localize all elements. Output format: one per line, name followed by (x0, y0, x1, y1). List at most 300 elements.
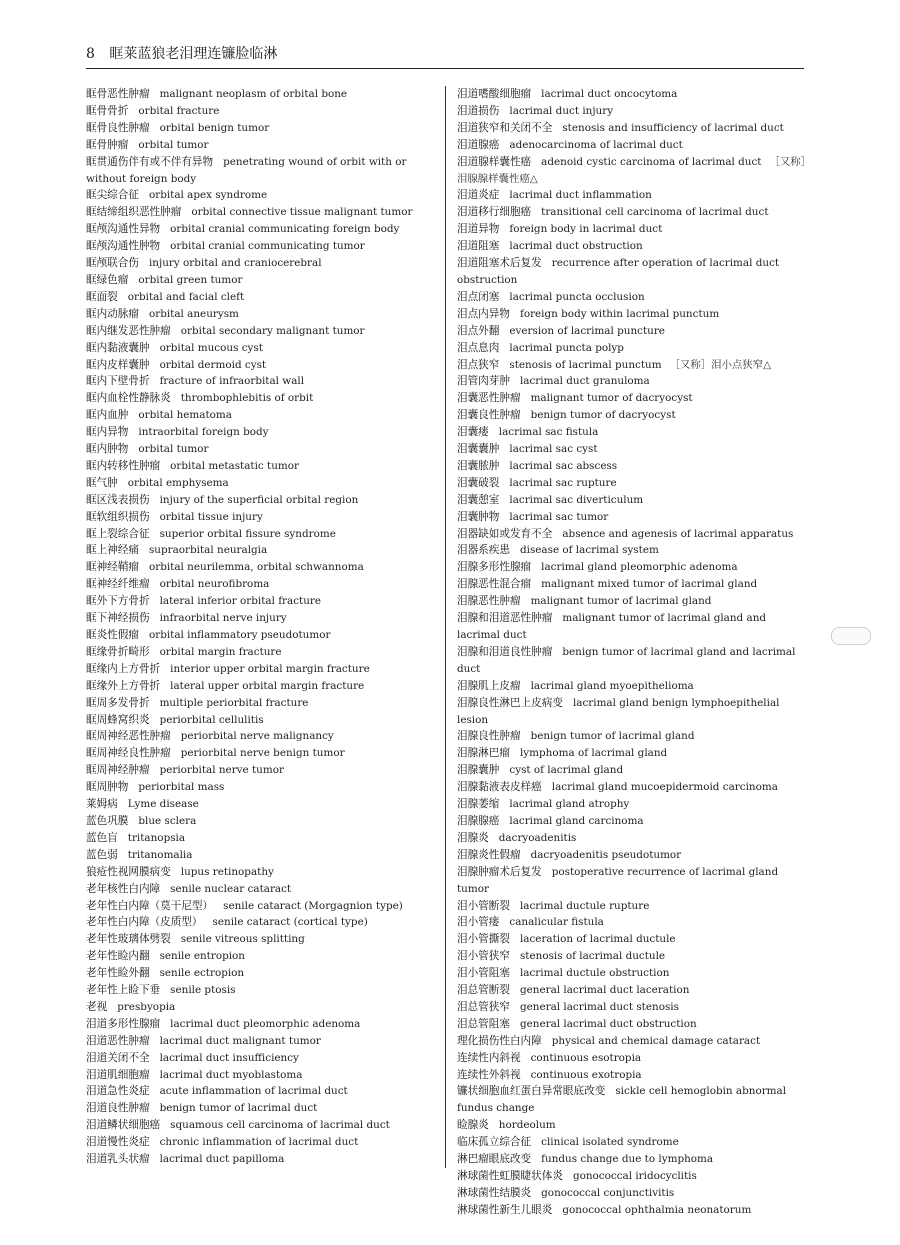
term-english: lacrimal duct papilloma (159, 1153, 285, 1166)
glossary-entry (86, 593, 438, 610)
term-chinese: 眶缘骨折畸形 (86, 645, 150, 658)
term-english: eversion of lacrimal puncture (509, 324, 665, 337)
glossary-entry (457, 813, 807, 830)
term-english: lateral inferior orbital fracture (159, 595, 322, 608)
term-english: clinical isolated syndrome (541, 1136, 679, 1149)
glossary-entry (457, 255, 807, 289)
glossary-entry (457, 154, 807, 188)
term-chinese: 眶颅沟通性肿物 (86, 240, 161, 253)
term-chinese: 蓝色巩膜 (86, 814, 129, 827)
term-chinese: 眶尖综合征 (86, 189, 139, 202)
term-chinese: 泪点狭窄 (457, 358, 500, 371)
term-chinese: 泪点外翻 (457, 324, 500, 337)
term-chinese: 眶颅联合伤 (86, 257, 139, 270)
term-chinese: 泪小管瘘 (457, 916, 500, 929)
term-chinese: 泪腺多形性腺瘤 (457, 561, 532, 574)
glossary-entry (86, 509, 438, 526)
glossary-entry (457, 1117, 807, 1134)
glossary-entry (457, 593, 807, 610)
term-chinese: 泪腺良性淋巴上皮病变 (457, 696, 563, 709)
glossary-entry (457, 492, 807, 509)
glossary-entry (86, 272, 438, 289)
glossary-entry (86, 1033, 438, 1050)
term-chinese: 眶内皮样囊肿 (86, 358, 150, 371)
glossary-entry (86, 492, 438, 509)
term-chinese: 泪腺炎 (457, 831, 489, 844)
term-chinese: 老年性睑内翻 (86, 950, 150, 963)
term-chinese: 泪囊囊肿 (457, 443, 500, 456)
term-english: orbital aneurysm (148, 307, 239, 320)
glossary-entry (86, 1134, 438, 1151)
glossary-entry (86, 1083, 438, 1100)
term-english: periorbital mass (138, 781, 225, 794)
term-chinese: 眶外下方骨折 (86, 595, 150, 608)
term-chinese: 眶缘内上方骨折 (86, 662, 161, 675)
glossary-entry (457, 1151, 807, 1168)
term-english: lacrimal sac cyst (509, 443, 598, 456)
glossary-entry (86, 458, 438, 475)
term-english: penetrating wound of orbit with or without foreign body (86, 155, 407, 185)
term-english: orbital and facial cleft (127, 290, 245, 303)
term-english: thrombophlebitis of orbit (180, 392, 314, 405)
term-english: lacrimal duct inflammation (509, 189, 652, 202)
term-chinese: 理化损伤性白内障 (457, 1034, 542, 1047)
glossary-entry (457, 137, 807, 154)
term-chinese: 泪道阻塞 (457, 240, 500, 253)
term-english: senile cataract (cortical type) (212, 916, 368, 929)
term-english: sickle cell hemoglobin abnormal fundus change (457, 1085, 787, 1115)
term-english: tritanopsia (127, 831, 186, 844)
term-chinese: 泪器系疾患 (457, 544, 510, 557)
glossary-entry (86, 1151, 438, 1168)
term-english: malignant mixed tumor of lacrimal gland (541, 578, 758, 591)
glossary-entry (457, 475, 807, 492)
term-english: orbital tissue injury (159, 510, 263, 523)
term-chinese: 泪腺淋巴瘤 (457, 747, 510, 760)
glossary-entry (86, 1050, 438, 1067)
glossary-entry (457, 526, 807, 543)
term-english: multiple periorbital fracture (159, 696, 309, 709)
term-english: senile ptosis (170, 984, 236, 997)
term-chinese: 眶区浅表损伤 (86, 493, 150, 506)
glossary-entry (457, 1033, 807, 1050)
glossary-entry (457, 745, 807, 762)
term-english: orbital inflammatory pseudotumor (148, 629, 331, 641)
term-chinese: 泪囊肿物 (457, 510, 500, 523)
term-english: orbital metastatic tumor (170, 459, 299, 472)
glossary-entry (86, 847, 438, 864)
glossary-entry (457, 441, 807, 458)
term-chinese: 眶颅沟通性异物 (86, 223, 161, 236)
term-chinese: 泪总管阻塞 (457, 1017, 510, 1030)
term-english: stenosis of lacrimal punctum (509, 358, 662, 371)
term-chinese: 泪道乳头状瘤 (86, 1153, 150, 1166)
glossary-entry (457, 357, 807, 374)
term-chinese: 眶周神经恶性肿瘤 (86, 730, 171, 743)
glossary-entry (457, 779, 807, 796)
glossary-entry (457, 931, 807, 948)
glossary-entry (457, 120, 807, 137)
term-chinese: 泪囊破裂 (457, 476, 500, 489)
glossary-entry (457, 86, 807, 103)
term-chinese: 眶气肿 (86, 476, 118, 489)
glossary-entry (86, 999, 438, 1016)
term-chinese: 泪囊脓肿 (457, 459, 500, 472)
term-english: orbital neurofibroma (159, 578, 270, 591)
term-chinese: 老年核性白内障 (86, 882, 161, 895)
glossary-entry (457, 728, 807, 745)
term-chinese: 眶内肿物 (86, 443, 129, 456)
term-chinese: 连续性外斜视 (457, 1068, 521, 1081)
term-english: canalicular fistula (509, 916, 604, 929)
term-english: senile ectropion (159, 967, 245, 980)
term-chinese: 泪腺恶性混合瘤 (457, 578, 532, 591)
term-english: orbital neurilemma, orbital schwannoma (148, 561, 364, 574)
glossary-entry (86, 695, 438, 712)
glossary-entry (457, 847, 807, 864)
term-chinese: 睑腺炎 (457, 1119, 489, 1132)
term-english: foreign body in lacrimal duct (509, 223, 663, 236)
term-english: lacrimal duct insufficiency (159, 1051, 299, 1064)
glossary-entry (457, 559, 807, 576)
running-title: 眶莱蓝狼老泪理连镰脸临淋 (109, 46, 278, 62)
term-english: intraorbital foreign body (138, 426, 269, 439)
term-english: malignant tumor of dacryocyst (530, 392, 693, 405)
glossary-entry (457, 289, 807, 306)
term-chinese: 眶内血栓性静脉炎 (86, 392, 171, 405)
glossary-entry (457, 1016, 807, 1033)
term-chinese: 眶内动脉瘤 (86, 307, 139, 320)
term-chinese: 泪道阻塞术后复发 (457, 257, 542, 270)
term-english: lacrimal sac diverticulum (509, 493, 644, 506)
page-number: 8 (86, 46, 95, 62)
term-english: orbital dermoid cyst (159, 358, 267, 371)
term-english: malignant tumor of lacrimal gland (530, 595, 712, 608)
term-english: adenoid cystic carcinoma of lacrimal duct (541, 155, 762, 168)
term-chinese: 眶骨骨折 (86, 104, 129, 117)
term-chinese: 眶内下壁骨折 (86, 375, 150, 388)
term-chinese: 泪腺恶性肿瘤 (457, 595, 521, 608)
term-chinese: 眶周神经良性肿瘤 (86, 747, 171, 760)
term-chinese: 淋巴瘤眼底改变 (457, 1153, 532, 1166)
glossary-entry (457, 1202, 807, 1219)
term-english: lacrimal sac tumor (509, 510, 609, 523)
glossary-entry (86, 965, 438, 982)
glossary-entry (86, 627, 438, 644)
term-english: injury orbital and craniocerebral (148, 257, 322, 270)
glossary-entry (86, 1117, 438, 1134)
glossary-entry (86, 745, 438, 762)
glossary-entry (457, 373, 807, 390)
term-english: adenocarcinoma of lacrimal duct (509, 138, 683, 151)
term-english: malignant tumor of lacrimal gland and lacrimal duct (457, 612, 767, 641)
glossary-entry (86, 306, 438, 323)
term-chinese: 泪囊憩室 (457, 493, 500, 506)
glossary-entry (457, 965, 807, 982)
term-chinese: 泪腺良性肿瘤 (457, 730, 521, 743)
glossary-entry (86, 137, 438, 154)
term-chinese: 眶缘外上方骨折 (86, 679, 161, 692)
term-english: dacryoadenitis pseudotumor (530, 848, 682, 861)
glossary-entry (86, 678, 438, 695)
glossary-entry (86, 542, 438, 559)
term-chinese: 泪道鳞状细胞癌 (86, 1119, 161, 1132)
term-chinese: 泪道慢性炎症 (86, 1136, 150, 1149)
glossary-entry (457, 762, 807, 779)
term-english: infraorbital nerve injury (159, 612, 287, 625)
term-english: lacrimal duct myoblastoma (159, 1068, 303, 1081)
glossary-entry (86, 914, 438, 931)
glossary-entry (457, 424, 807, 441)
glossary-entry (457, 509, 807, 526)
term-chinese: 老年性白内障（皮质型） (86, 916, 203, 929)
term-chinese: 泪点内异物 (457, 307, 510, 320)
term-english: orbital apex syndrome (148, 189, 268, 202)
glossary-entry (86, 204, 438, 221)
glossary-entry (86, 340, 438, 357)
glossary-entry (86, 762, 438, 779)
term-chinese: 泪管肉芽肿 (457, 375, 510, 388)
term-english: squamous cell carcinoma of lacrimal duct (170, 1119, 390, 1132)
term-english: benign tumor of lacrimal gland (530, 730, 695, 743)
term-chinese: 泪道关闭不全 (86, 1051, 150, 1064)
term-english: lacrimal puncta polyp (509, 341, 624, 354)
term-chinese: 蓝色盲 (86, 831, 118, 844)
term-chinese: 泪腺萎缩 (457, 798, 500, 811)
term-chinese: 老视 (86, 1000, 108, 1013)
term-english: cyst of lacrimal gland (509, 764, 624, 777)
glossary-entry (86, 559, 438, 576)
term-english: lacrimal gland myoepithelioma (530, 679, 694, 692)
glossary-entry (457, 306, 807, 323)
term-english: orbital green tumor (138, 273, 243, 286)
term-chinese: 眶面裂 (86, 290, 118, 303)
term-english: supraorbital neuralgia (148, 544, 268, 557)
glossary-entry (457, 982, 807, 999)
glossary-entry (86, 86, 438, 103)
term-english: periorbital cellulitis (159, 713, 264, 726)
term-chinese: 老年性玻璃体劈裂 (86, 933, 171, 946)
term-english: continuous esotropia (530, 1051, 642, 1064)
term-english: lacrimal sac fistula (498, 426, 599, 439)
glossary-entry (457, 576, 807, 593)
right-column (457, 86, 807, 1219)
term-chinese: 泪囊良性肿瘤 (457, 409, 521, 422)
term-english: orbital tumor (138, 138, 209, 151)
term-english: lacrimal sac abscess (509, 459, 618, 472)
term-chinese: 泪道损伤 (457, 104, 500, 117)
glossary-entry (457, 610, 807, 644)
glossary-entry (457, 1050, 807, 1067)
term-english: stenosis and insufficiency of lacrimal duct (562, 121, 784, 134)
glossary-entry (86, 931, 438, 948)
glossary-entry (86, 898, 438, 915)
glossary-entry (457, 678, 807, 695)
term-chinese: 眶周多发骨折 (86, 696, 150, 709)
page-header (86, 44, 804, 69)
term-chinese: 眶结缔组织恶性肿瘤 (86, 206, 182, 219)
term-english: periorbital nerve benign tumor (180, 747, 345, 760)
term-english: disease of lacrimal system (519, 544, 659, 557)
term-chinese: 临床孤立综合征 (457, 1136, 532, 1149)
term-english: foreign body within lacrimal punctum (519, 307, 720, 320)
glossary-entry (86, 221, 438, 238)
term-chinese: 淋球菌性新生儿眼炎 (457, 1203, 553, 1216)
term-english: periorbital nerve malignancy (180, 730, 334, 743)
term-english: orbital mucous cyst (159, 341, 263, 354)
term-english: physical and chemical damage cataract (551, 1034, 761, 1047)
term-english: fundus change due to lymphoma (541, 1153, 714, 1166)
term-english: benign tumor of lacrimal duct (159, 1102, 318, 1115)
glossary-entry (86, 441, 438, 458)
term-chinese: 眶上神经痛 (86, 544, 139, 557)
term-english: superior orbital fissure syndrome (159, 527, 336, 540)
glossary-entry (86, 407, 438, 424)
term-chinese: 泪道多形性腺瘤 (86, 1017, 161, 1030)
glossary-entry (86, 357, 438, 374)
term-alias-note: ［又称］泪小点狭窄△ (669, 358, 772, 371)
term-english: orbital cranial communicating tumor (170, 240, 365, 253)
term-chinese: 泪器缺如或发育不全 (457, 527, 553, 540)
term-english: recurrence after operation of lacrimal duct obstruction (457, 257, 780, 286)
term-english: orbital hematoma (138, 409, 232, 422)
glossary-entry (457, 187, 807, 204)
glossary-entry (457, 238, 807, 255)
term-chinese: 莱姆病 (86, 798, 118, 811)
glossary-entry (86, 830, 438, 847)
term-english: dacryoadenitis (498, 831, 577, 844)
glossary-entry (457, 390, 807, 407)
term-english: lacrimal ductule obstruction (519, 967, 670, 980)
term-chinese: 眶神经鞘瘤 (86, 561, 139, 574)
glossary-entry (86, 390, 438, 407)
term-chinese: 泪囊瘘 (457, 426, 489, 439)
term-english: lacrimal sac rupture (509, 476, 617, 489)
term-chinese: 泪小管撕裂 (457, 933, 510, 946)
term-chinese: 眶贯通伤伴有或不伴有异物 (86, 155, 214, 168)
term-english: absence and agenesis of lacrimal apparatus (562, 527, 794, 540)
term-english: gonococcal conjunctivitis (541, 1186, 675, 1199)
glossary-entry (457, 948, 807, 965)
term-chinese: 泪道移行细胞癌 (457, 206, 532, 219)
term-chinese: 泪道肌细胞瘤 (86, 1068, 150, 1081)
term-chinese: 泪腺黏液表皮样癌 (457, 781, 542, 794)
term-chinese: 眶上裂综合征 (86, 527, 150, 540)
term-english: lacrimal gland atrophy (509, 798, 630, 811)
term-chinese: 泪道异物 (457, 223, 500, 236)
glossary-entry (86, 187, 438, 204)
glossary-entry (86, 779, 438, 796)
term-english: general lacrimal duct stenosis (519, 1000, 679, 1013)
glossary-entry (86, 576, 438, 593)
term-chinese: 连续性内斜视 (457, 1051, 521, 1064)
glossary-entry (457, 796, 807, 813)
term-chinese: 泪道炎症 (457, 189, 500, 202)
term-chinese: 泪腺肿瘤术后复发 (457, 865, 542, 878)
term-english: orbital margin fracture (159, 645, 282, 658)
term-english: laceration of lacrimal ductule (519, 933, 676, 946)
term-english: postoperative recurrence of lacrimal gland tumor (457, 865, 779, 895)
term-english: orbital emphysema (127, 476, 229, 489)
term-chinese: 眶内转移性肿瘤 (86, 459, 161, 472)
term-english: senile nuclear cataract (170, 882, 292, 895)
glossary-entry (457, 204, 807, 221)
term-english: general lacrimal duct obstruction (519, 1017, 697, 1030)
left-column (86, 86, 438, 1168)
glossary-entry (457, 407, 807, 424)
term-chinese: 眶内继发恶性肿瘤 (86, 324, 171, 337)
glossary-entry (457, 644, 807, 678)
term-english: interior upper orbital margin fracture (170, 662, 370, 675)
term-chinese: 泪点闭塞 (457, 290, 500, 303)
term-chinese: 老年性白内障（莫干尼型） (86, 899, 214, 912)
term-chinese: 眶骨恶性肿瘤 (86, 88, 150, 100)
term-chinese: 眶炎性假瘤 (86, 629, 139, 641)
term-chinese: 泪囊恶性肿瘤 (457, 392, 521, 405)
term-english: orbital cranial communicating foreign body (170, 223, 400, 236)
glossary-entry (86, 712, 438, 729)
glossary-entry (457, 221, 807, 238)
glossary-entry (86, 526, 438, 543)
term-english: senile cataract (Morgagnion type) (223, 899, 403, 912)
term-chinese: 眶周神经肿瘤 (86, 764, 150, 777)
term-english: transitional cell carcinoma of lacrimal duct (541, 206, 769, 219)
term-chinese: 泪道嗜酸细胞瘤 (457, 88, 532, 100)
term-chinese: 狼疮性视网膜病变 (86, 865, 171, 878)
term-chinese: 眶周肿物 (86, 781, 129, 794)
glossary-entry (86, 255, 438, 272)
term-chinese: 眶内异物 (86, 426, 129, 439)
glossary-entry (86, 475, 438, 492)
glossary-entry (86, 323, 438, 340)
glossary-entry (457, 458, 807, 475)
glossary-entry (457, 340, 807, 357)
term-english: gonococcal iridocyclitis (572, 1170, 697, 1182)
glossary-entry (86, 424, 438, 441)
glossary-entry (457, 898, 807, 915)
term-chinese: 泪腺炎性假瘤 (457, 848, 521, 861)
term-chinese: 泪小管阻塞 (457, 967, 510, 980)
column-divider (445, 86, 446, 1168)
term-english: lacrimal ductule rupture (519, 899, 650, 912)
term-chinese: 泪总管狭窄 (457, 1000, 510, 1013)
glossary-entry (457, 103, 807, 120)
term-english: periorbital nerve tumor (159, 764, 284, 777)
term-chinese: 眶神经纤维瘤 (86, 578, 150, 591)
term-chinese: 泪腺腺癌 (457, 814, 500, 827)
glossary-entry (86, 864, 438, 881)
glossary-entry (86, 1016, 438, 1033)
glossary-entry (86, 982, 438, 999)
term-english: lacrimal puncta occlusion (509, 290, 645, 303)
term-english: chronic inflammation of lacrimal duct (159, 1136, 359, 1149)
glossary-entry (86, 373, 438, 390)
term-chinese: 眶内血肿 (86, 409, 129, 422)
term-chinese: 泪小管狭窄 (457, 950, 510, 963)
term-english: injury of the superficial orbital region (159, 493, 359, 506)
glossary-entry (86, 289, 438, 306)
glossary-entry (457, 864, 807, 898)
term-chinese: 泪腺和泪道恶性肿瘤 (457, 612, 553, 625)
term-english: lacrimal duct pleomorphic adenoma (170, 1017, 361, 1030)
term-english: orbital secondary malignant tumor (180, 324, 365, 337)
term-chinese: 眶下神经损伤 (86, 612, 150, 625)
term-english: lacrimal gland pleomorphic adenoma (541, 561, 738, 574)
glossary-entry (457, 1134, 807, 1151)
term-english: senile entropion (159, 950, 245, 963)
term-chinese: 淋球菌性虹膜睫状体炎 (457, 1170, 563, 1182)
glossary-entry (457, 695, 807, 729)
